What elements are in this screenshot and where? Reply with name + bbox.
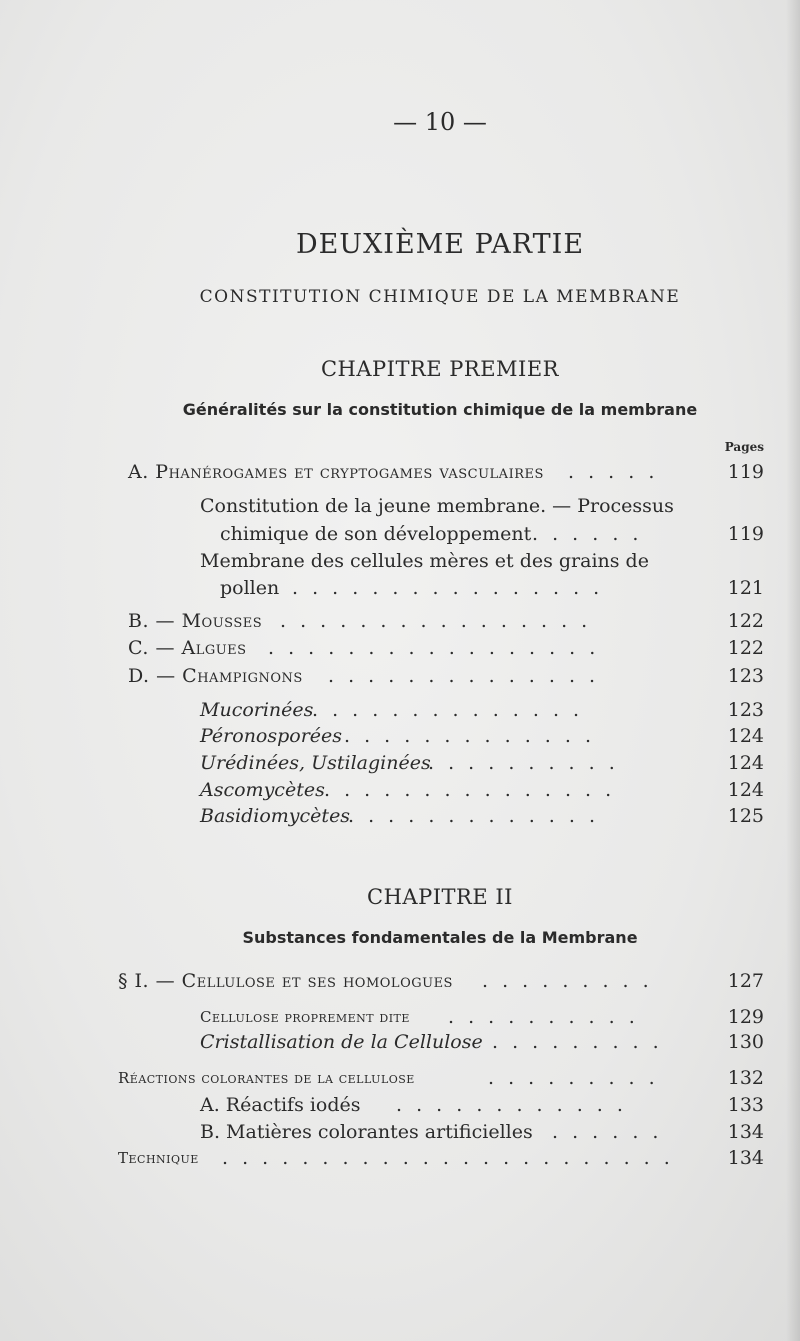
toc-leader-dots: . . . . . . . . . . . . . . . . xyxy=(280,610,592,632)
toc-leader-dots: . . . . . . . . . . . . . . . xyxy=(324,779,616,801)
toc-entry xyxy=(128,637,764,663)
toc-leader-dots: . . . . . . . . . . . . . . . . . . . . . . . xyxy=(222,1147,674,1169)
toc-entry-title: Mucorinées xyxy=(200,699,314,721)
pages-column-label: Pages xyxy=(724,440,764,454)
toc-page-number: 119 xyxy=(727,523,764,545)
chapter-2-subtitle: Substances fondamentales de la Membrane xyxy=(242,928,638,947)
toc-entry-title: B. Matières colorantes artificielles xyxy=(200,1121,533,1143)
toc-leader-dots: . . . . . . . . . . . . . . xyxy=(328,665,600,687)
toc-leader-dots: . . . . . xyxy=(568,461,659,483)
page-number: — 10 — xyxy=(393,108,487,136)
toc-entry-title: Réactions colorantes de la cellulose xyxy=(118,1069,415,1087)
toc-leader-dots: . . . . . . . . . . . . . . . . . xyxy=(268,637,600,659)
toc-entry xyxy=(128,495,764,521)
toc-entry-title: Technique xyxy=(118,1149,199,1167)
chapter-1-title: CHAPITRE PREMIER xyxy=(320,357,559,381)
toc-page-number: 123 xyxy=(727,665,764,687)
toc-entry-title: Urédinées, Ustilaginées xyxy=(200,752,431,774)
toc-entry xyxy=(118,970,764,996)
toc-entry xyxy=(128,665,764,691)
toc-page-number: 124 xyxy=(727,779,764,801)
toc-entry-title: Ascomycètes xyxy=(200,779,325,801)
toc-entry xyxy=(128,1031,764,1057)
toc-entry-title: A. Phanérogames et cryptogames vasculaires xyxy=(128,461,544,483)
toc-leader-dots: . . . . . . . . . xyxy=(482,970,653,992)
toc-entry xyxy=(128,523,764,549)
toc-leader-dots: . . . . . . . . . . xyxy=(448,1006,639,1028)
toc-entry-title: A. Réactifs iodés xyxy=(200,1094,361,1116)
toc-page-number: 122 xyxy=(727,637,764,659)
toc-entry-title: Constitution de la jeune membrane. — Processus xyxy=(200,495,674,517)
toc-entry-title: Péronosporées xyxy=(200,725,343,747)
part-title: DEUXIÈME PARTIE xyxy=(295,229,585,260)
toc-entry-title: D. — Champignons xyxy=(128,665,303,687)
toc-entry xyxy=(128,779,764,805)
toc-entry xyxy=(128,577,764,603)
toc-page-number: 133 xyxy=(727,1094,764,1116)
toc-leader-dots: . . . . . . . . . . . . . xyxy=(344,725,595,747)
toc-page-number: 124 xyxy=(727,752,764,774)
toc-entry-title: Cellulose proprement dite xyxy=(200,1008,410,1026)
toc-page-number: 130 xyxy=(727,1031,764,1053)
toc-leader-dots: . . . . . . . . . . . . . xyxy=(348,805,599,827)
toc-entry-title: Membrane des cellules mères et des grains de xyxy=(200,550,649,572)
toc-entry xyxy=(128,610,764,636)
chapter-2-title: CHAPITRE II xyxy=(367,885,513,909)
toc-page-number: 132 xyxy=(727,1067,764,1089)
toc-page-number: 123 xyxy=(727,699,764,721)
toc-leader-dots: . . . . . . . . . xyxy=(488,1067,659,1089)
toc-leader-dots: . . . . . . . . . . xyxy=(428,752,619,774)
toc-entry xyxy=(118,1147,764,1173)
toc-page-number: 127 xyxy=(727,970,764,992)
toc-leader-dots: . . . . . . . . . . . . . . xyxy=(312,699,584,721)
toc-entry xyxy=(128,805,764,831)
toc-entry-title: B. — Mousses xyxy=(128,610,263,632)
toc-leader-dots: . . . . . . xyxy=(552,1121,663,1143)
toc-entry-title: § I. — Cellulose et ses homologues xyxy=(118,970,453,992)
toc-entry xyxy=(128,725,764,751)
toc-entry xyxy=(128,1006,764,1032)
chapter-1-subtitle: Généralités sur la constitution chimique de la membrane xyxy=(182,400,698,419)
toc-leader-dots: . . . . . . . . . xyxy=(492,1031,663,1053)
toc-page-number: 121 xyxy=(727,577,764,599)
toc-page-number: 122 xyxy=(727,610,764,632)
toc-entry-title: pollen xyxy=(220,577,280,599)
toc-leader-dots: . . . . . . xyxy=(532,523,643,545)
part-subtitle: CONSTITUTION CHIMIQUE DE LA MEMBRANE xyxy=(199,287,681,307)
toc-entry-title: Cristallisation de la Cellulose xyxy=(200,1031,483,1053)
toc-leader-dots: . . . . . . . . . . . . xyxy=(396,1094,627,1116)
toc-page-number: 134 xyxy=(727,1147,764,1169)
toc-entry xyxy=(118,1067,764,1093)
page-edge-shadow xyxy=(786,0,800,1341)
toc-entry-title: chimique de son développement xyxy=(220,523,532,545)
toc-entry xyxy=(128,461,764,487)
toc-entry xyxy=(128,752,764,778)
toc-page-number: 129 xyxy=(727,1006,764,1028)
toc-entry-title: Basidiomycètes xyxy=(200,805,351,827)
toc-page-number: 125 xyxy=(727,805,764,827)
toc-entry xyxy=(128,1121,764,1147)
toc-leader-dots: . . . . . . . . . . . . . . . . xyxy=(292,577,604,599)
toc-entry xyxy=(128,699,764,725)
toc-entry xyxy=(128,550,764,576)
toc-page-number: 124 xyxy=(727,725,764,747)
toc-page-number: 134 xyxy=(727,1121,764,1143)
toc-entry xyxy=(128,1094,764,1120)
toc-entry-title: C. — Algues xyxy=(128,637,247,659)
toc-page-number: 119 xyxy=(727,461,764,483)
